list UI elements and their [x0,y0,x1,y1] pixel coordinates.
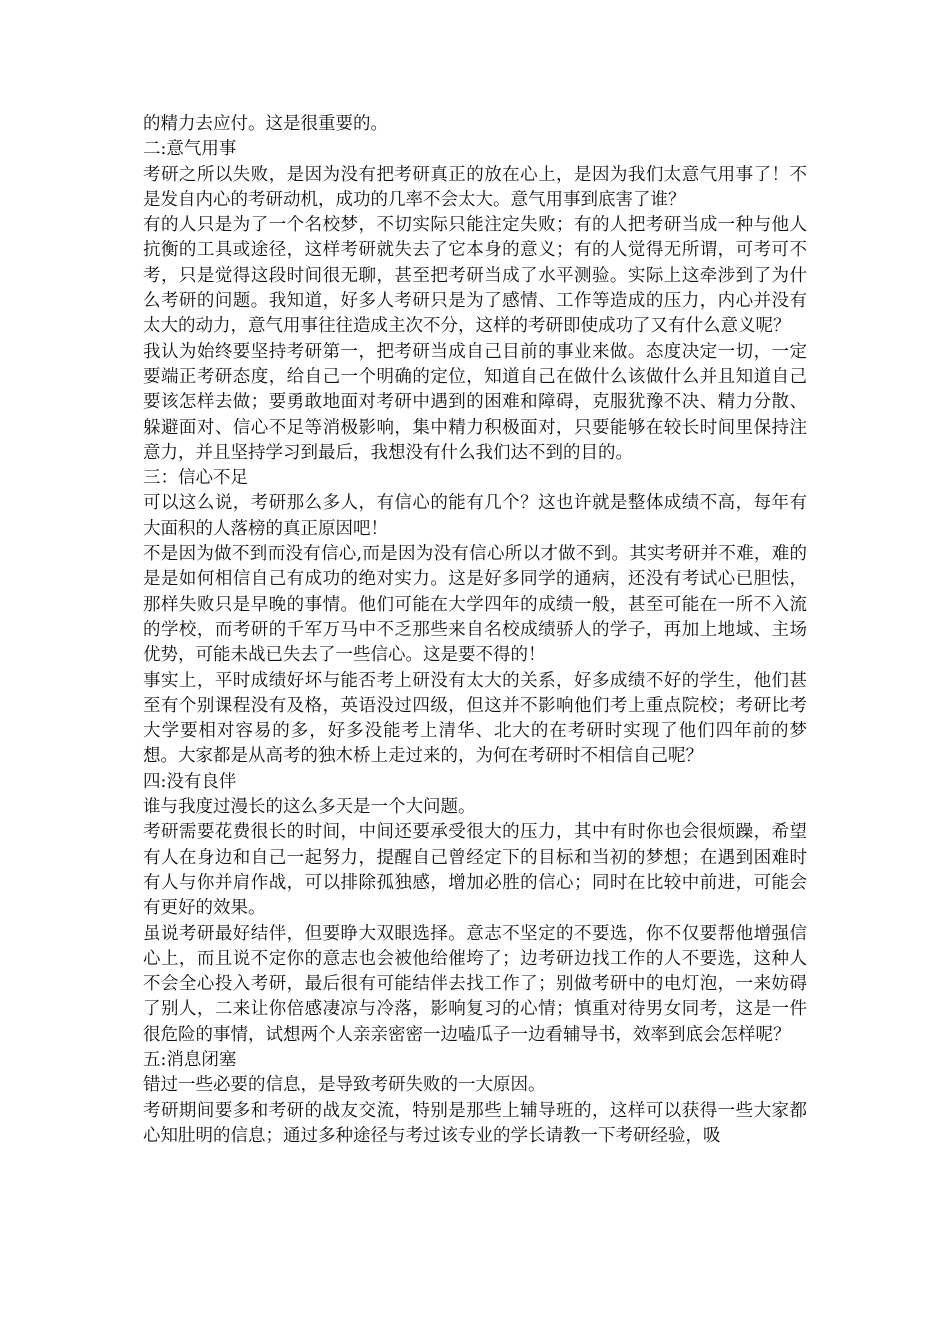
section-heading-2: 二:意气用事 [143,139,237,160]
paragraph-continuation: 的精力去应付。这是很重要的。 [143,114,388,134]
paragraph: 考研需要花费很长的时间，中间还要承受很大的压力，其中有时你也会很烦躁，希望有人在身边和自己一起努力，提醒自己曾经定下的目标和当初的梦想；在遇到困难时有人与你并肩作战，可以排除孤独感，增加必胜的信心；同时在比较中前进，可能会有更好的效果。 [143,822,807,919]
paragraph: 有的人只是为了一个名校梦，不切实际只能注定失败；有的人把考研当成一种与他人抗衡的工具或途径，这样考研就失去了它本身的意义；有的人觉得无所谓，可考可不考，只是觉得这段时间很无聊，甚至把考研当成了水平测验。实际上这牵涉到了为什么考研的问题。我知道，好多人考研只是为了感情、工作等造成的压力，内心并没有太大的动力，意气用事往往造成主次不分，这样的考研即使成功了又有什么意义呢？ [143,215,807,337]
section-heading-3: 三：信心不足 [143,468,248,489]
paragraph: 不是因为做不到而没有信心,而是因为没有信心所以才做不到。其实考研并不难，难的是是如何相信自己有成功的绝对实力。这是好多同学的通病，还没有考试心已胆怯，那样失败只是早晚的事情。他们可能在大学四年的成绩一般，甚至可能在一所不入流的学校，而考研的千军万马中不乏那些来自名校成绩骄人的学子，再加上地域、主场优势，可能未战已失去了一些信心。这是要不得的！ [143,544,807,666]
paragraph: 虽说考研最好结伴，但要睁大双眼选择。意志不坚定的不要选，你不仅要帮他增强信心上，而且说不定你的意志也会被他给催垮了；边考研边找工作的人不要选，这种人不会全心投入考研，最后很有可能结伴去找工作了；别做考研中的电灯泡，一来妨碍了别人，二来让你倍感凄凉与冷落，影响复习的心情；慎重对待男女同考，这是一件很危险的事情，试想两个人亲亲密密一边嗑瓜子一边看辅导书，效率到底会怎样呢？ [143,923,807,1045]
document-page [143,112,807,1149]
paragraph: 考研之所以失败，是因为没有把考研真正的放在心上，是因为我们太意气用事了！不是发自内心的考研动机，成功的几率不会太大。意气用事到底害了谁？ [143,164,807,210]
paragraph: 考研期间要多和考研的战友交流，特别是那些上辅导班的，这样可以获得一些大家都心知肚明的信息；通过多种途径与考过该专业的学长请教一下考研经验，吸 [143,1100,807,1146]
section-heading-4: 四:没有良伴 [143,771,237,792]
paragraph: 事实上，平时成绩好坏与能否考上研没有太大的关系，好多成绩不好的学生，他们甚至有个别课程没有及格，英语没过四级，但这并不影响他们考上重点院校；考研比考大学要相对容易的多，好多没能考上清华、北大的在考研时实现了他们四年前的梦想。大家都是从高考的独木桥上走过来的，为何在考研时不相信自己呢？ [143,670,807,767]
paragraph: 可以这么说，考研那么多人，有信心的能有几个？这也许就是整体成绩不高，每年有大面积的人落榜的真正原因吧！ [143,493,807,539]
paragraph: 错过一些必要的信息，是导致考研失败的一大原因。 [143,1075,546,1096]
section-heading-5: 五:消息闭塞 [143,1049,237,1070]
paragraph: 谁与我度过漫长的这么多天是一个大问题。 [143,797,476,818]
paragraph: 我认为始终要坚持考研第一，把考研当成自己目前的事业来做。态度决定一切，一定要端正考研态度，给自己一个明确的定位，知道自己在做什么该做什么并且知道自己要该怎样去做；要勇敢地面对考研中遇到的困难和障碍，克服犹豫不决、精力分散、躲避面对、信心不足等消极影响，集中精力积极面对，只要能够在较长时间里保持注意力，并且坚持学习到最后，我想没有什么我们达不到的目的。 [143,341,807,463]
